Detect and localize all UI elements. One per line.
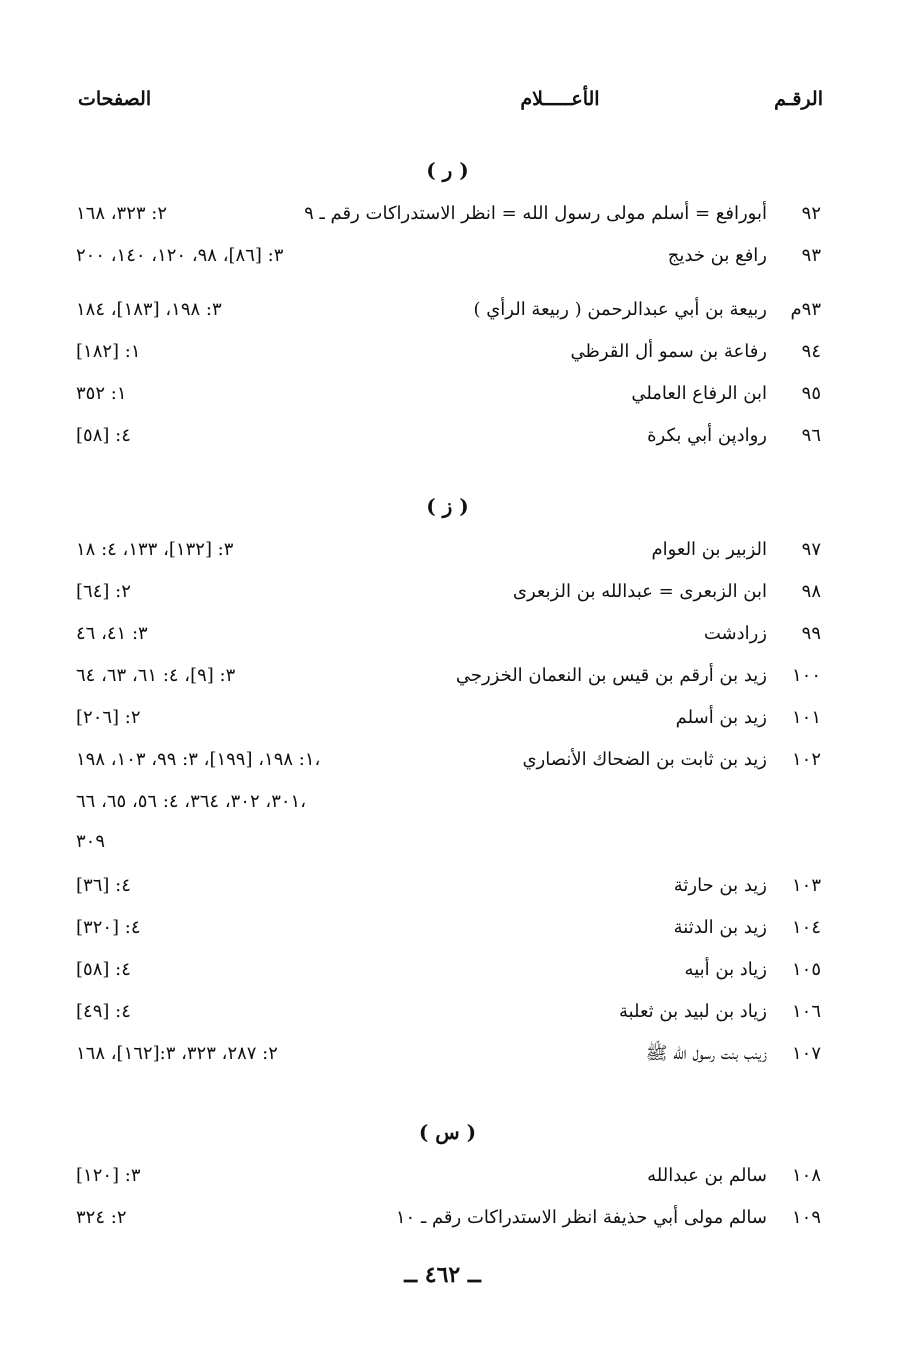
entry-pages: ١: ١٩٨، [١٩٩]، ٣: ٩٩، ١٠٣، ١٩٨، <box>76 749 321 770</box>
index-entry <box>0 660 915 692</box>
entry-number: ١٠٨ <box>791 1165 821 1186</box>
entry-number: ١٠٣ <box>791 875 821 896</box>
index-entry <box>0 996 915 1028</box>
entry-number: ١٠٤ <box>791 917 821 938</box>
entry-name: رفاعة بن سمو أل القرظي <box>570 341 767 362</box>
entry-name: زيد بن الدثنة <box>673 917 767 938</box>
entry-name: سالم بن عبدالله <box>647 1165 767 1186</box>
entry-number: ١٠٢ <box>791 749 821 770</box>
index-entry <box>0 294 915 326</box>
entry-pages: ٣: [٨٦]، ٩٨، ١٢٠، ١٤٠، ٢٠٠ <box>76 245 284 266</box>
index-entry <box>0 336 915 368</box>
entry-pages: ٢: ٣٢٣، ١٦٨ <box>76 203 168 224</box>
index-entry <box>0 1202 915 1234</box>
entry-number: ١٠٥ <box>791 959 821 980</box>
entry-pages: ٣: [٩]، ٤: ٦١، ٦٣، ٦٤ <box>76 665 236 686</box>
index-entry <box>0 198 915 230</box>
entry-pages: ٤: [٣٦] <box>76 875 131 896</box>
section-heading-ra: ( ر ) <box>426 158 469 182</box>
entry-name: أبورافع = أسلم مولى رسول الله = انظر الاستدراكات رقم ـ ٩ <box>304 203 767 224</box>
entry-pages: ٤: [٥٨] <box>76 959 131 980</box>
index-entry <box>0 534 915 566</box>
index-entry <box>0 420 915 452</box>
entry-name: زياد بن لبيد بن ثعلبة <box>618 1001 767 1022</box>
index-entry <box>0 576 915 608</box>
entry-number: ٩٢ <box>801 203 821 224</box>
entry-name: زيد بن أرقم بن قيس بن النعمان الخزرجي <box>455 665 767 686</box>
entry-number: ٩٨ <box>801 581 821 602</box>
index-entry <box>0 702 915 734</box>
entry-number: ١٠١ <box>791 707 821 728</box>
entry-name: زينب بنت رسول الله ﷺ <box>645 1043 767 1064</box>
entry-pages: ٢: ٢٨٧، ٣٢٣، ٣:[١٦٢]، ١٦٨ <box>76 1043 278 1064</box>
entry-pages: ٢: ٣٢٤ <box>76 1207 127 1228</box>
page-number: ــ ٤٦٢ ــ <box>404 1262 481 1288</box>
entry-pages: ١: ٣٥٢ <box>76 383 127 404</box>
entry-pages: ٢: [٢٠٦] <box>76 707 141 728</box>
entry-pages: ٤: [٣٢٠] <box>76 917 141 938</box>
entry-name: زيد بن حارثة <box>673 875 767 896</box>
index-entry <box>0 912 915 944</box>
section-heading-sin: ( س ) <box>418 1120 477 1144</box>
index-entry <box>0 618 915 650</box>
entry-pages: ٣: ٤١، ٤٦ <box>76 623 148 644</box>
entry-name: زياد بن أبيه <box>684 959 767 980</box>
entry-name: سالم مولى أبي حذيفة انظر الاستدراكات رقم ـ ١٠ <box>395 1207 767 1228</box>
entry-name: رافع بن خديج <box>667 245 767 266</box>
entry-pages-continued: ٣٠٩ <box>76 831 106 852</box>
entry-pages: ١: [١٨٢] <box>76 341 141 362</box>
index-entry <box>0 1038 915 1070</box>
entry-number: ١٠٩ <box>791 1207 821 1228</box>
index-entry <box>0 954 915 986</box>
column-header-pages: الصفحات <box>78 88 152 110</box>
index-entry <box>0 870 915 902</box>
entry-number: ٩٣ <box>801 245 821 266</box>
entry-number: ٩٦ <box>801 425 821 446</box>
column-header-names: الأعـــــلام <box>520 88 600 110</box>
entry-pages: ٤: [٥٨] <box>76 425 131 446</box>
entry-pages: ٣: [١٢٠] <box>76 1165 141 1186</box>
column-header-number: الرقـم <box>774 88 823 110</box>
entry-number: ٩٤ <box>801 341 821 362</box>
entry-number: ٩٧ <box>801 539 821 560</box>
index-entry <box>0 1160 915 1192</box>
entry-name: زيد بن ثابت بن الضحاك الأنصاري <box>522 749 767 770</box>
entry-name: ربيعة بن أبي عبدالرحمن ( ربيعة الرأي ) <box>473 299 767 320</box>
entry-number: ١٠٦ <box>791 1001 821 1022</box>
entry-number: ١٠٧ <box>791 1043 821 1064</box>
index-entry <box>0 744 915 776</box>
entry-name: ابن الزبعرى = عبدالله بن الزبعرى <box>512 581 767 602</box>
entry-name: روادپن أبي بكرة <box>647 425 767 446</box>
entry-number: ٩٣م <box>790 299 821 320</box>
section-heading-zay: ( ز ) <box>426 494 469 518</box>
index-entry <box>0 240 915 272</box>
entry-name: ابن الرفاع العاملي <box>631 383 767 404</box>
entry-name: الزبير بن العوام <box>651 539 767 560</box>
entry-name: زيد بن أسلم <box>675 707 767 728</box>
index-entry <box>0 378 915 410</box>
entry-number: ٩٩ <box>801 623 821 644</box>
entry-pages: ٣: [١٣٢]، ١٣٣، ٤: ١٨ <box>76 539 234 560</box>
entry-number: ١٠٠ <box>791 665 821 686</box>
entry-pages: ٣: ١٩٨، [١٨٣]، ١٨٤ <box>76 299 222 320</box>
entry-pages: ٤: [٤٩] <box>76 1001 131 1022</box>
entry-number: ٩٥ <box>801 383 821 404</box>
entry-name: زرادشت <box>703 623 767 644</box>
entry-pages: ٢: [٦٤] <box>76 581 131 602</box>
entry-pages-continued: ٣٠١، ٣٠٢، ٣٦٤، ٤: ٥٦، ٦٥، ٦٦، <box>76 791 307 812</box>
